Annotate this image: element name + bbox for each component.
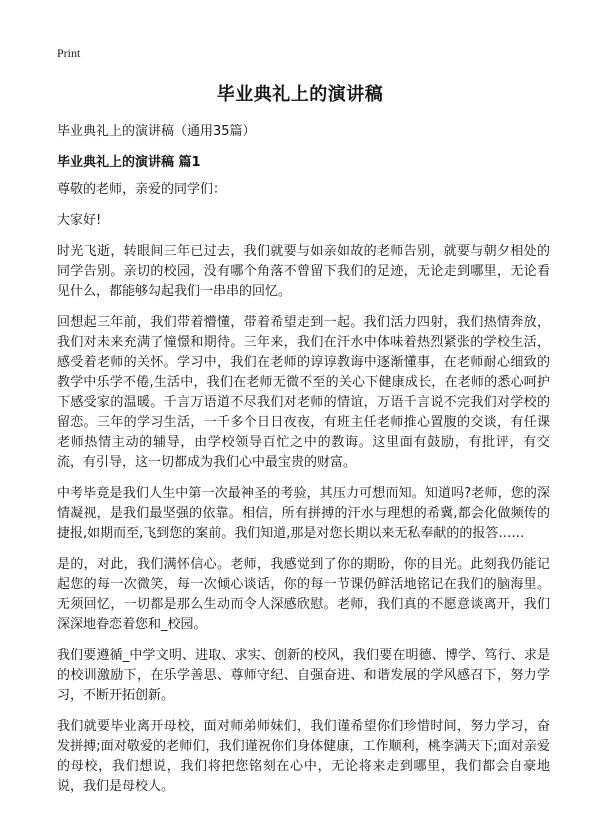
document-title: 毕业典礼上的演讲稿 — [216, 84, 384, 105]
paragraph: 我们就要毕业离开母校，面对师弟师妹们，我们谨希望你们珍惜时间，努力学习，奋发拼搏;面对敬爱的老师们，我们谨祝你们身体健康，工作顺利，桃李满天下;面对亲爱的母校，我们想说，我们将把您铭刻在心中，无论将来走到哪里，我们都会自豪地说，我们是母校人。 — [57, 719, 550, 794]
paragraph-greeting: 大家好! — [57, 213, 102, 228]
document-body — [57, 180, 550, 808]
section-title: 毕业典礼上的演讲稿 篇1 — [57, 155, 201, 170]
document-subtitle: 毕业典礼上的演讲稿（通用35篇） — [57, 124, 256, 139]
paragraph: 是的，对此，我们满怀信心。老师，我感觉到了你的期盼，你的目光。此刻我仍能记起您的每一次微笑，每一次倾心谈话，你的每一节课仍鲜活地铭记在我们的脑海里。无须回忆，一切都是那么生动而令人深感欣慰。老师，我们真的不愿意谈离开，我们深深地眷恋着您和_校园。 — [57, 557, 550, 632]
paragraph: 时光飞逝，转眼间三年已过去，我们就要与如亲如故的老师告别，就要与朝夕相处的同学告别。亲切的校园，没有哪个角落不曾留下我们的足迹，无论走到哪里，无论看见什么，都能够勾起我们一串串的回忆。 — [57, 244, 550, 299]
paragraph-salutation: 尊敬的老师，亲爱的同学们： — [57, 182, 227, 197]
paragraph: 我们要遵循_中学文明、进取、求实、创新的校风，我们要在明德、博学、笃行、求是的校训激励下，在乐学善思、尊师守纪、自强奋进、和谐发展的学风感召下，努力学习，不断开拓创新。 — [57, 648, 550, 703]
paragraph: 中考毕竟是我们人生中第一次最神圣的考验，其压力可想而知。知道吗?老师，您的深情凝视，是我们最坚强的依靠。相信，所有拼搏的汗水与理想的希冀,都会化做频传的捷报,如期而至,飞到您的案前。我们知道,那是对您长期以来无私奉献的的报答…… — [57, 486, 550, 541]
paragraph: 回想起三年前，我们带着懵懂，带着希望走到一起。我们活力四射，我们热情奔放，我们对未来充满了憧憬和期待。三年来，我们在汗水中体味着热烈紧张的学校生活，感受着老师的关怀。学习中，我们在老师的谆谆教诲中逐渐懂事，在老师耐心细致的教学中乐学不倦,生活中，我们在老师无微不至的关心下健康成长，在老师的悉心呵护下感受家的温暖。千言万语道不尽我们对老师的情谊，万语千言说不完我们对学校的留恋。三年的学习生活，一千多个日日夜夜，有班主任老师推心置腹的交谈，有任课老师热情主动的辅导，由学校领导百忙之中的教诲。这里面有鼓励，有批评，有交流，有引导，这一切都成为我们心中最宝贵的财富。 — [57, 315, 550, 470]
print-label: Print — [57, 46, 81, 60]
